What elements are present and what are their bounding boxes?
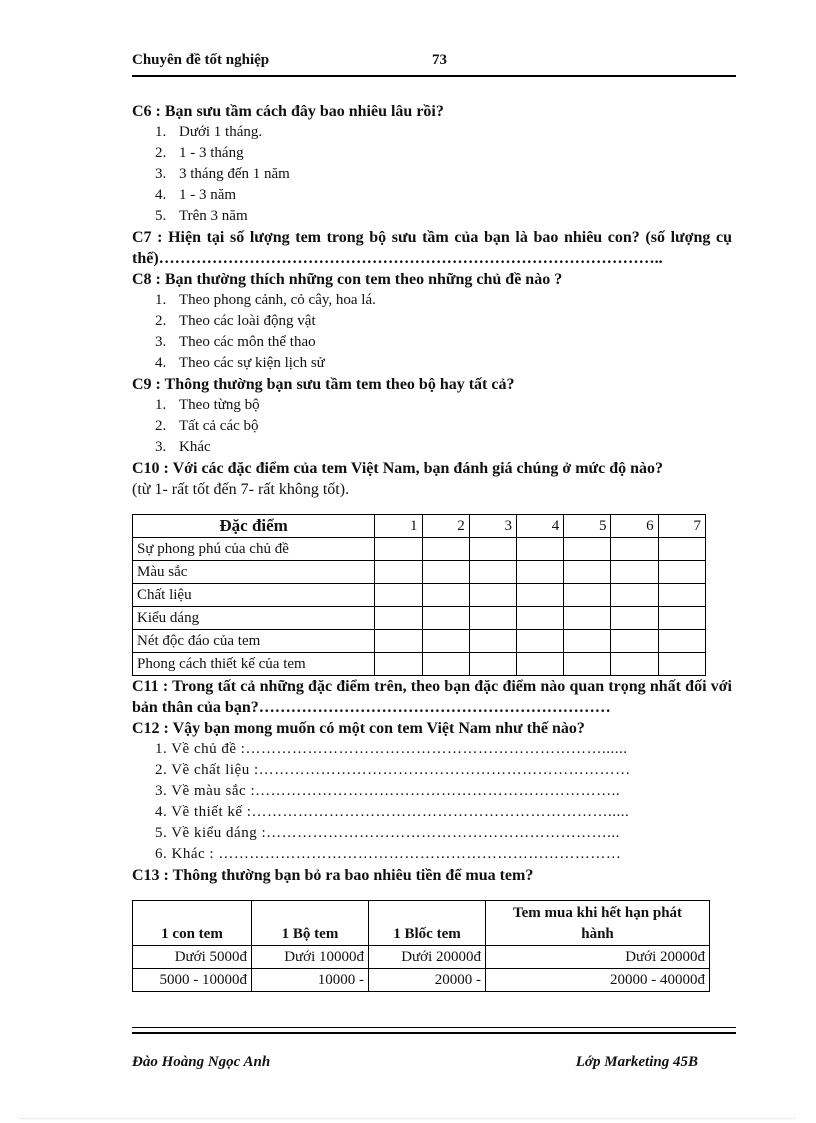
rating-cell[interactable]: [375, 630, 422, 653]
rating-cell[interactable]: [658, 538, 705, 561]
rating-scale-4: 4: [516, 515, 563, 538]
c9-options: [132, 395, 732, 458]
rating-cell[interactable]: [516, 607, 563, 630]
rating-cell[interactable]: [375, 538, 422, 561]
price-header: Tem mua khi hết hạn phát hành: [486, 901, 710, 946]
rating-feature-label: Phong cách thiết kế của tem: [133, 653, 375, 676]
rating-scale-5: 5: [564, 515, 611, 538]
rating-cell[interactable]: [564, 584, 611, 607]
rating-cell[interactable]: [422, 538, 469, 561]
price-cell: Dưới 20000đ: [486, 946, 710, 969]
c12-item: 3. Về màu sắc :……………………………………………………………..: [155, 783, 621, 799]
price-table: [132, 900, 710, 992]
table-row: [133, 969, 710, 992]
rating-cell[interactable]: [564, 653, 611, 676]
c12-item: 2. Về chất liệu :………………………………………………………………: [155, 762, 631, 778]
rating-cell[interactable]: [611, 653, 658, 676]
rating-cell[interactable]: [516, 538, 563, 561]
rating-cell[interactable]: [516, 584, 563, 607]
page-number: 73: [432, 52, 447, 68]
rating-feature-label: Sự phong phú của chủ đề: [133, 538, 375, 561]
rating-cell[interactable]: [516, 561, 563, 584]
price-cell: 5000 - 10000đ: [133, 969, 252, 992]
rating-cell[interactable]: [469, 538, 516, 561]
question-c6: C6 : Bạn sưu tầm cách đây bao nhiêu lâu rồi?: [132, 103, 444, 120]
c9-option: 1. Theo từng bộ: [155, 397, 260, 413]
rating-cell[interactable]: [564, 538, 611, 561]
rating-cell[interactable]: [469, 630, 516, 653]
rating-cell[interactable]: [658, 584, 705, 607]
rating-cell[interactable]: [375, 653, 422, 676]
price-cell: 20000 - 40000đ: [486, 969, 710, 992]
c12-item: 5. Về kiểu dáng :…………………………………………………………...: [155, 825, 620, 841]
price-cell: Dưới 10000đ: [252, 946, 369, 969]
price-cell: Dưới 5000đ: [133, 946, 252, 969]
question-c9: C9 : Thông thường bạn sưu tầm tem theo bộ hay tất cả?: [132, 376, 515, 393]
rating-scale-2: 2: [422, 515, 469, 538]
rating-cell[interactable]: [658, 561, 705, 584]
c6-option: 5. Trên 3 năm: [155, 208, 248, 224]
c9-option: 3. Khác: [155, 439, 211, 455]
table-row: [133, 584, 706, 607]
c8-option: 3. Theo các môn thể thao: [155, 334, 316, 350]
rating-cell[interactable]: [611, 584, 658, 607]
rating-cell[interactable]: [516, 630, 563, 653]
rating-header-feature: Đặc điểm: [133, 515, 375, 538]
question-c11: C11 : Trong tất cả những đặc điểm trên, theo bạn đặc điểm nào quan trọng nhất đối với bản thân của bạn?…………………………………………………………: [132, 678, 732, 716]
rating-scale-1: 1: [375, 515, 422, 538]
page-header: [132, 52, 736, 74]
header-rule: [132, 75, 736, 77]
rating-cell[interactable]: [611, 561, 658, 584]
footer-class: Lớp Marketing 45B: [575, 1054, 698, 1070]
c8-options: [132, 290, 732, 374]
rating-cell[interactable]: [516, 653, 563, 676]
page-footer: [132, 1054, 698, 1071]
c12-item: 6. Khác : ……………………………………………………………………: [155, 846, 622, 862]
table-row: [133, 630, 706, 653]
rating-cell[interactable]: [422, 607, 469, 630]
rating-scale-3: 3: [469, 515, 516, 538]
footer-author: Đào Hoàng Ngọc Anh: [132, 1054, 271, 1070]
table-row: [133, 538, 706, 561]
rating-cell[interactable]: [611, 607, 658, 630]
rating-scale-6: 6: [611, 515, 658, 538]
table-row: [133, 653, 706, 676]
rating-cell[interactable]: [375, 561, 422, 584]
rating-cell[interactable]: [564, 607, 611, 630]
price-header: 1 Bộ tem: [252, 901, 369, 946]
c8-option: 4. Theo các sự kiện lịch sử: [155, 355, 325, 371]
price-header-row: [133, 901, 710, 946]
price-cell: 20000 -: [369, 969, 486, 992]
rating-cell[interactable]: [564, 630, 611, 653]
price-cell: Dưới 20000đ: [369, 946, 486, 969]
rating-feature-label: Nét độc đáo của tem: [133, 630, 375, 653]
rating-cell[interactable]: [469, 653, 516, 676]
rating-cell[interactable]: [422, 561, 469, 584]
c6-option: 1. Dưới 1 tháng.: [155, 124, 263, 140]
rating-cell[interactable]: [469, 607, 516, 630]
price-cell: 10000 -: [252, 969, 369, 992]
rating-cell[interactable]: [611, 630, 658, 653]
table-row: [133, 607, 706, 630]
rating-scale-7: 7: [658, 515, 705, 538]
question-c13: C13 : Thông thường bạn bỏ ra bao nhiêu tiền để mua tem?: [132, 867, 534, 884]
rating-cell[interactable]: [422, 653, 469, 676]
page-edge-divider: [20, 1118, 796, 1119]
table-row: [133, 561, 706, 584]
header-title: Chuyên đề tốt nghiệp: [132, 52, 270, 68]
question-c12: C12 : Vậy bạn mong muốn có một con tem Việt Nam như thế nào?: [132, 720, 585, 737]
rating-cell[interactable]: [422, 630, 469, 653]
rating-cell[interactable]: [422, 584, 469, 607]
c6-option: 3. 3 tháng đến 1 năm: [155, 166, 290, 182]
document-body: [132, 101, 732, 992]
rating-feature-label: Màu sắc: [133, 561, 375, 584]
c6-option: 4. 1 - 3 năm: [155, 187, 237, 203]
c10-note: (từ 1- rất tốt đến 7- rất không tốt).: [132, 481, 350, 498]
price-header: 1 Blốc tem: [369, 901, 486, 946]
c12-item: 4. Về thiết kế :…………………………………………………………….....: [155, 804, 630, 820]
rating-cell[interactable]: [375, 607, 422, 630]
c8-option: 2. Theo các loài động vật: [155, 313, 316, 329]
price-header: 1 con tem: [133, 901, 252, 946]
rating-feature-label: Chất liệu: [133, 584, 375, 607]
c6-option: 2. 1 - 3 tháng: [155, 145, 244, 161]
rating-feature-label: Kiểu dáng: [133, 607, 375, 630]
question-c10: C10 : Với các đặc điểm của tem Việt Nam, bạn đánh giá chúng ở mức độ nào?: [132, 460, 664, 477]
rating-cell[interactable]: [658, 653, 705, 676]
question-c8: C8 : Bạn thường thích những con tem theo những chủ đề nào ?: [132, 271, 563, 288]
rating-header-row: [133, 515, 706, 538]
c12-item: 1. Về chủ đề :……………………………………………………………......: [155, 741, 628, 757]
c12-items: [132, 739, 732, 865]
c9-option: 2. Tất cả các bộ: [155, 418, 259, 434]
rating-cell[interactable]: [611, 538, 658, 561]
rating-cell[interactable]: [469, 561, 516, 584]
c8-option: 1. Theo phong cảnh, cỏ cây, hoa lá.: [155, 292, 376, 308]
footer-rule: [132, 1027, 736, 1034]
rating-cell[interactable]: [658, 630, 705, 653]
rating-cell[interactable]: [658, 607, 705, 630]
c6-options: [132, 122, 732, 227]
rating-cell[interactable]: [564, 561, 611, 584]
table-row: [133, 946, 710, 969]
rating-cell[interactable]: [469, 584, 516, 607]
rating-table: [132, 514, 706, 676]
question-c7: C7 : Hiện tại số lượng tem trong bộ sưu tầm của bạn là bao nhiêu con? (số lượng cụ thể)…………………………………………………………………………………..: [132, 229, 732, 267]
rating-cell[interactable]: [375, 584, 422, 607]
